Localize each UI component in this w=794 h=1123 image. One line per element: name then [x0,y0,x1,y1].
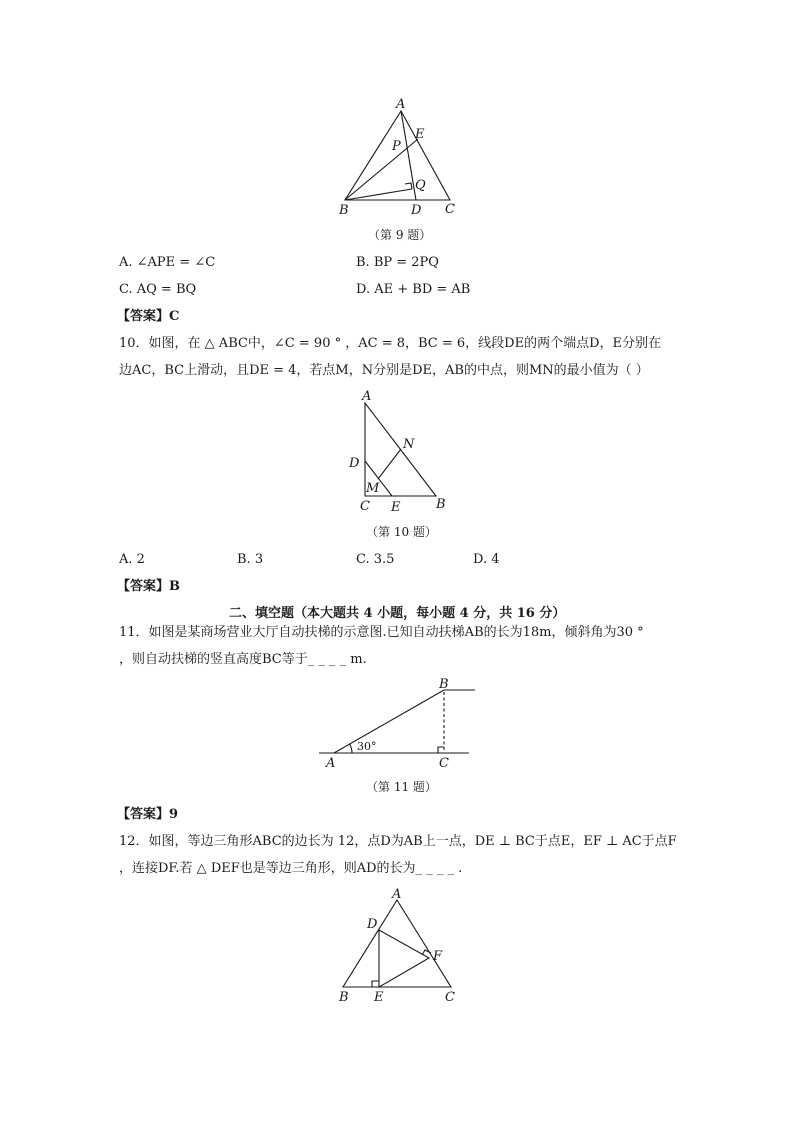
q10-label-m: M [366,481,380,496]
q9-label-e: E [415,127,425,142]
q10-segment-de [365,461,392,496]
q9-segment-ad [401,111,416,200]
q10-label-d: D [349,456,360,471]
q9-label-b: B [339,203,349,218]
q12-label-f: F [433,949,443,964]
q9-caption: （第 9 题） [368,228,432,242]
q12-triangle-def [379,930,429,987]
q11-label-b: B [439,677,449,692]
q10-label-b: B [436,497,446,512]
q12-text-line2: ，连接DF.若 △ DEF也是等边三角形，则AD的长为_ _ _ _ . [119,861,463,876]
q11-caption: （第 11 题） [366,780,437,794]
q9-label-p: P [392,139,401,154]
q12-label-d: D [367,917,378,932]
q9-segment-bq [345,189,412,200]
q10-segment-mn [378,449,401,479]
q12-label-b: B [339,990,349,1005]
section-heading: 二、填空题（本大题共 4 小题，每小题 4 分，共 16 分） [229,606,566,621]
q10-option-d: D. 4 [473,552,500,567]
q12-label-a: A [392,887,402,902]
q11-angle-arc [350,744,352,753]
q10-label-e: E [391,500,401,515]
q9-triangle-abc [345,111,450,200]
q11-angle-label: 30° [357,740,377,753]
q9-option-b: B. BP = 2PQ [356,255,439,270]
q9-option-c: C. AQ = BQ [119,282,197,297]
q9-option-d: D. AE + BD = AB [356,282,471,297]
q10-answer: 【答案】B [117,579,180,594]
q11-escalator-ab [334,690,444,753]
q12-label-c: C [445,990,455,1005]
q11-label-a: A [326,756,336,771]
q9-answer: 【答案】C [117,309,180,324]
q10-option-c: C. 3.5 [356,552,395,567]
q10-text-line2: 边AC，BC上滑动，且DE = 4，若点M，N分别是DE，AB的中点，则MN的最小值为（ ） [119,363,649,378]
q10-option-a: A. 2 [119,552,145,567]
q9-label-q: Q [415,178,426,193]
q9-option-a: A. ∠APE = ∠C [119,255,216,270]
q9-label-d: D [411,203,422,218]
q9-label-c: C [445,202,455,217]
q12-right-angle-f [422,950,431,955]
q10-triangle-abc [365,403,436,496]
q11-right-angle-mark [438,747,444,753]
q10-label-a: A [362,389,372,404]
q11-text-line2: ，则自动扶梯的竖直高度BC等于_ _ _ _ m. [119,652,367,667]
q10-option-b: B. 3 [237,552,264,567]
q10-label-n: N [403,437,415,452]
q9-segment-be [345,139,418,200]
q12-text-line1: 12．如图，等边三角形ABC的边长为 12，点D为AB上一点，DE ⊥ BC于点E，EF ⊥ AC于点F [119,834,677,849]
q9-right-angle-mark [405,183,412,189]
q10-text-line1: 10．如图，在 △ ABC中，∠C = 90 ° ，AC = 8，BC = 6，线段DE的两个端点D，E分别在 [119,336,661,351]
q10-caption: （第 10 题） [366,525,437,539]
q12-triangle-abc [343,900,451,987]
q12-label-e: E [374,990,384,1005]
q10-label-c: C [360,499,370,514]
q9-label-a: A [396,97,406,112]
q11-label-c: C [439,756,449,771]
q12-right-angle-e [372,981,379,987]
q11-text-line1: 11．如图是某商场营业大厅自动扶梯的示意图.已知自动扶梯AB的长为18m，倾斜角为30 ° [119,625,644,640]
q11-answer: 【答案】9 [117,807,179,822]
